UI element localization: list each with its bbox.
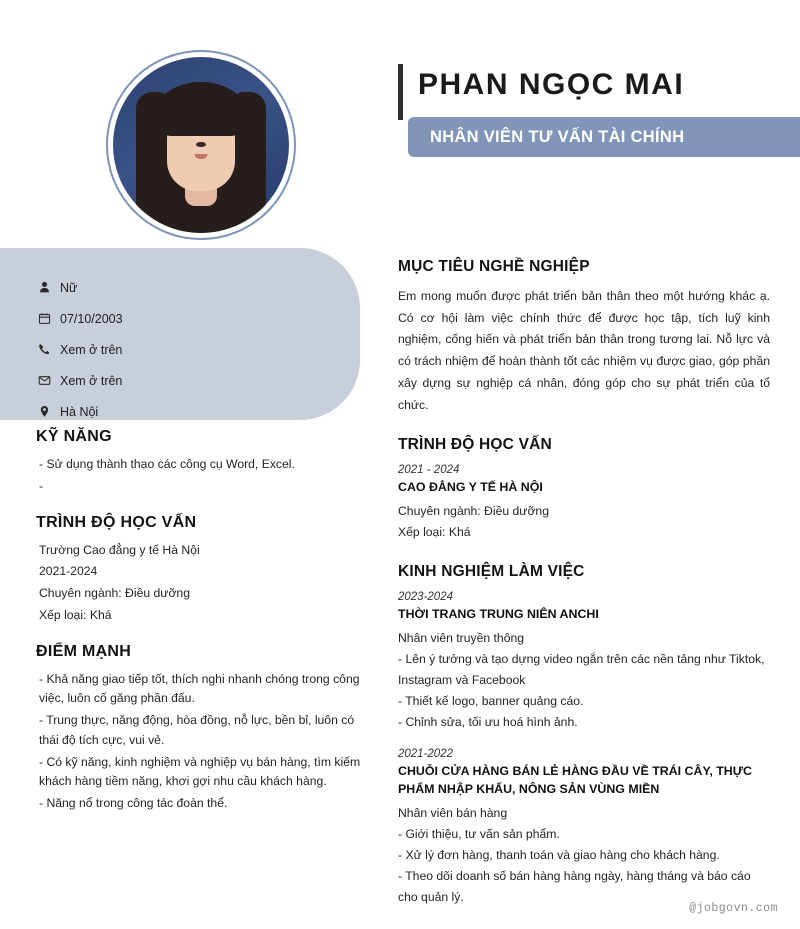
right-column <box>398 258 770 928</box>
contact-item-location <box>38 396 338 427</box>
contact-item-phone <box>38 334 338 365</box>
section-education-left <box>36 514 366 626</box>
contact-item-birthday <box>38 303 338 334</box>
education-line: Chuyên ngành: Điều dưỡng <box>39 586 190 601</box>
skills-line: - Sử dụng thành thạo các công cụ Word, Excel. <box>39 457 295 471</box>
strengths-line: - Có kỹ năng, kinh nghiệm và nghiệp vụ bán hàng, tìm kiếm khách hàng tiềm năng, khơi gợi nhu cầu khách hàng. <box>39 754 361 789</box>
experience-detail: - Theo dõi doanh số bán hàng hàng ngày, hàng tháng và báo cáo cho quản lý. <box>398 869 751 905</box>
experience-org: THỜI TRANG TRUNG NIÊN ANCHI <box>398 607 599 622</box>
education-line: Xếp loại: Khá <box>39 607 112 622</box>
section-skills <box>36 428 366 497</box>
resume-header <box>0 0 800 248</box>
experience-date: 2023-2024 <box>398 591 453 604</box>
section-education-right <box>398 436 770 543</box>
strengths-line: - Trung thực, năng động, hòa đồng, nỗ lực, bền bỉ, luôn có thái độ tích cực, vui vẻ. <box>39 713 355 747</box>
person-icon <box>38 281 60 294</box>
contact-value-phone: Xem ở trên <box>60 342 123 357</box>
experience-entry <box>398 591 770 733</box>
contact-value-email: Xem ở trên <box>60 373 123 388</box>
contact-item-email <box>38 365 338 396</box>
strengths-line: - Khả năng giao tiếp tốt, thích nghi nhanh chóng trong công việc, luôn cố găng phần đấu. <box>39 671 360 706</box>
education-detail: Chuyên ngành: Điều dưỡng <box>398 504 549 519</box>
portrait-photo <box>113 57 289 233</box>
experience-detail: - Giới thiệu, tư vấn sản phẩm. <box>398 827 560 842</box>
job-title: NHÂN VIÊN TƯ VẤN TÀI CHÍNH <box>430 128 685 146</box>
education-entry <box>398 464 770 543</box>
education-heading-right: TRÌNH ĐỘ HỌC VẤN <box>398 436 552 454</box>
education-date: 2021 - 2024 <box>398 464 460 477</box>
strengths-heading: ĐIỂM MẠNH <box>36 642 132 660</box>
experience-detail: Nhân viên bán hàng <box>398 806 508 821</box>
experience-entry <box>398 748 770 908</box>
avatar <box>106 50 296 240</box>
experience-heading: KINH NGHIỆM LÀM VIỆC <box>398 563 585 581</box>
watermark: @jobgovn.com <box>689 902 778 915</box>
page-title: PHAN NGỌC MAI <box>418 68 685 101</box>
experience-detail: - Lên ý tưởng và tạo dựng video ngắn trên các nền tảng như Tiktok, Instagram và Facebook <box>398 652 765 688</box>
portrait-eye-right <box>197 142 206 147</box>
left-column <box>36 428 366 831</box>
contact-value-gender: Nữ <box>60 280 78 295</box>
portrait-mouth <box>195 154 208 159</box>
strengths-line: - Năng nổ trong công tác đoàn thể. <box>39 796 228 811</box>
section-objective <box>398 258 770 416</box>
objective-heading: MỤC TIÊU NGHỀ NGHIỆP <box>398 258 590 275</box>
experience-detail: Nhân viên truyền thông <box>398 631 525 646</box>
education-heading-left: TRÌNH ĐỘ HỌC VẤN <box>36 513 197 531</box>
location-icon <box>38 405 60 418</box>
experience-date: 2021-2022 <box>398 748 453 761</box>
section-experience <box>398 563 770 908</box>
portrait-hair-right <box>236 92 266 224</box>
contact-item-gender <box>38 272 338 303</box>
skills-line: - <box>39 478 44 493</box>
experience-detail: - Thiết kế logo, banner quảng cáo. <box>398 694 584 709</box>
education-detail: Xếp loại: Khá <box>398 525 471 540</box>
education-org: CAO ĐẲNG Y TẾ HÀ NỘI <box>398 480 543 495</box>
contact-list <box>38 272 338 427</box>
calendar-icon <box>38 312 60 325</box>
experience-detail: - Xử lý đơn hàng, thanh toán và giao hàng cho khách hàng. <box>398 848 720 863</box>
phone-icon <box>38 343 60 356</box>
email-icon <box>38 374 60 387</box>
education-line: Trường Cao đẳng y tế Hà Nội <box>39 542 200 557</box>
name-accent-bar <box>398 64 403 120</box>
section-strengths <box>36 643 366 814</box>
education-line: 2021-2024 <box>39 564 98 579</box>
experience-detail: - Chỉnh sửa, tối ưu hoá hình ảnh. <box>398 715 578 730</box>
skills-heading: KỸ NĂNG <box>36 428 112 445</box>
experience-org: CHUỖI CỬA HÀNG BÁN LẺ HÀNG ĐẦU VỀ TRÁI CÂY, THỰC PHẨM NHẬP KHẨU, NÔNG SẢN VÙNG MIỀN <box>398 764 752 797</box>
portrait-hair-left <box>136 92 166 224</box>
contact-value-birthday: 07/10/2003 <box>60 311 123 326</box>
portrait-fringe <box>158 96 244 136</box>
objective-body: Em mong muốn được phát triển bản thân theo một hướng khác ạ. Có cơ hội làm việc chính thức để được học tập, tích luỹ kinh nghiệm, cống hiến và phát triển bản thân trong tương lai. Nỗ lực và có trách nhiệm để hoàn thành tốt các nhiệm vụ được giao, góp phần xây dựng sự nghiệp cá nhân, đóng góp cho sự phát triển của tổ chức. <box>398 289 770 412</box>
contact-value-location: Hà Nội <box>60 404 99 419</box>
